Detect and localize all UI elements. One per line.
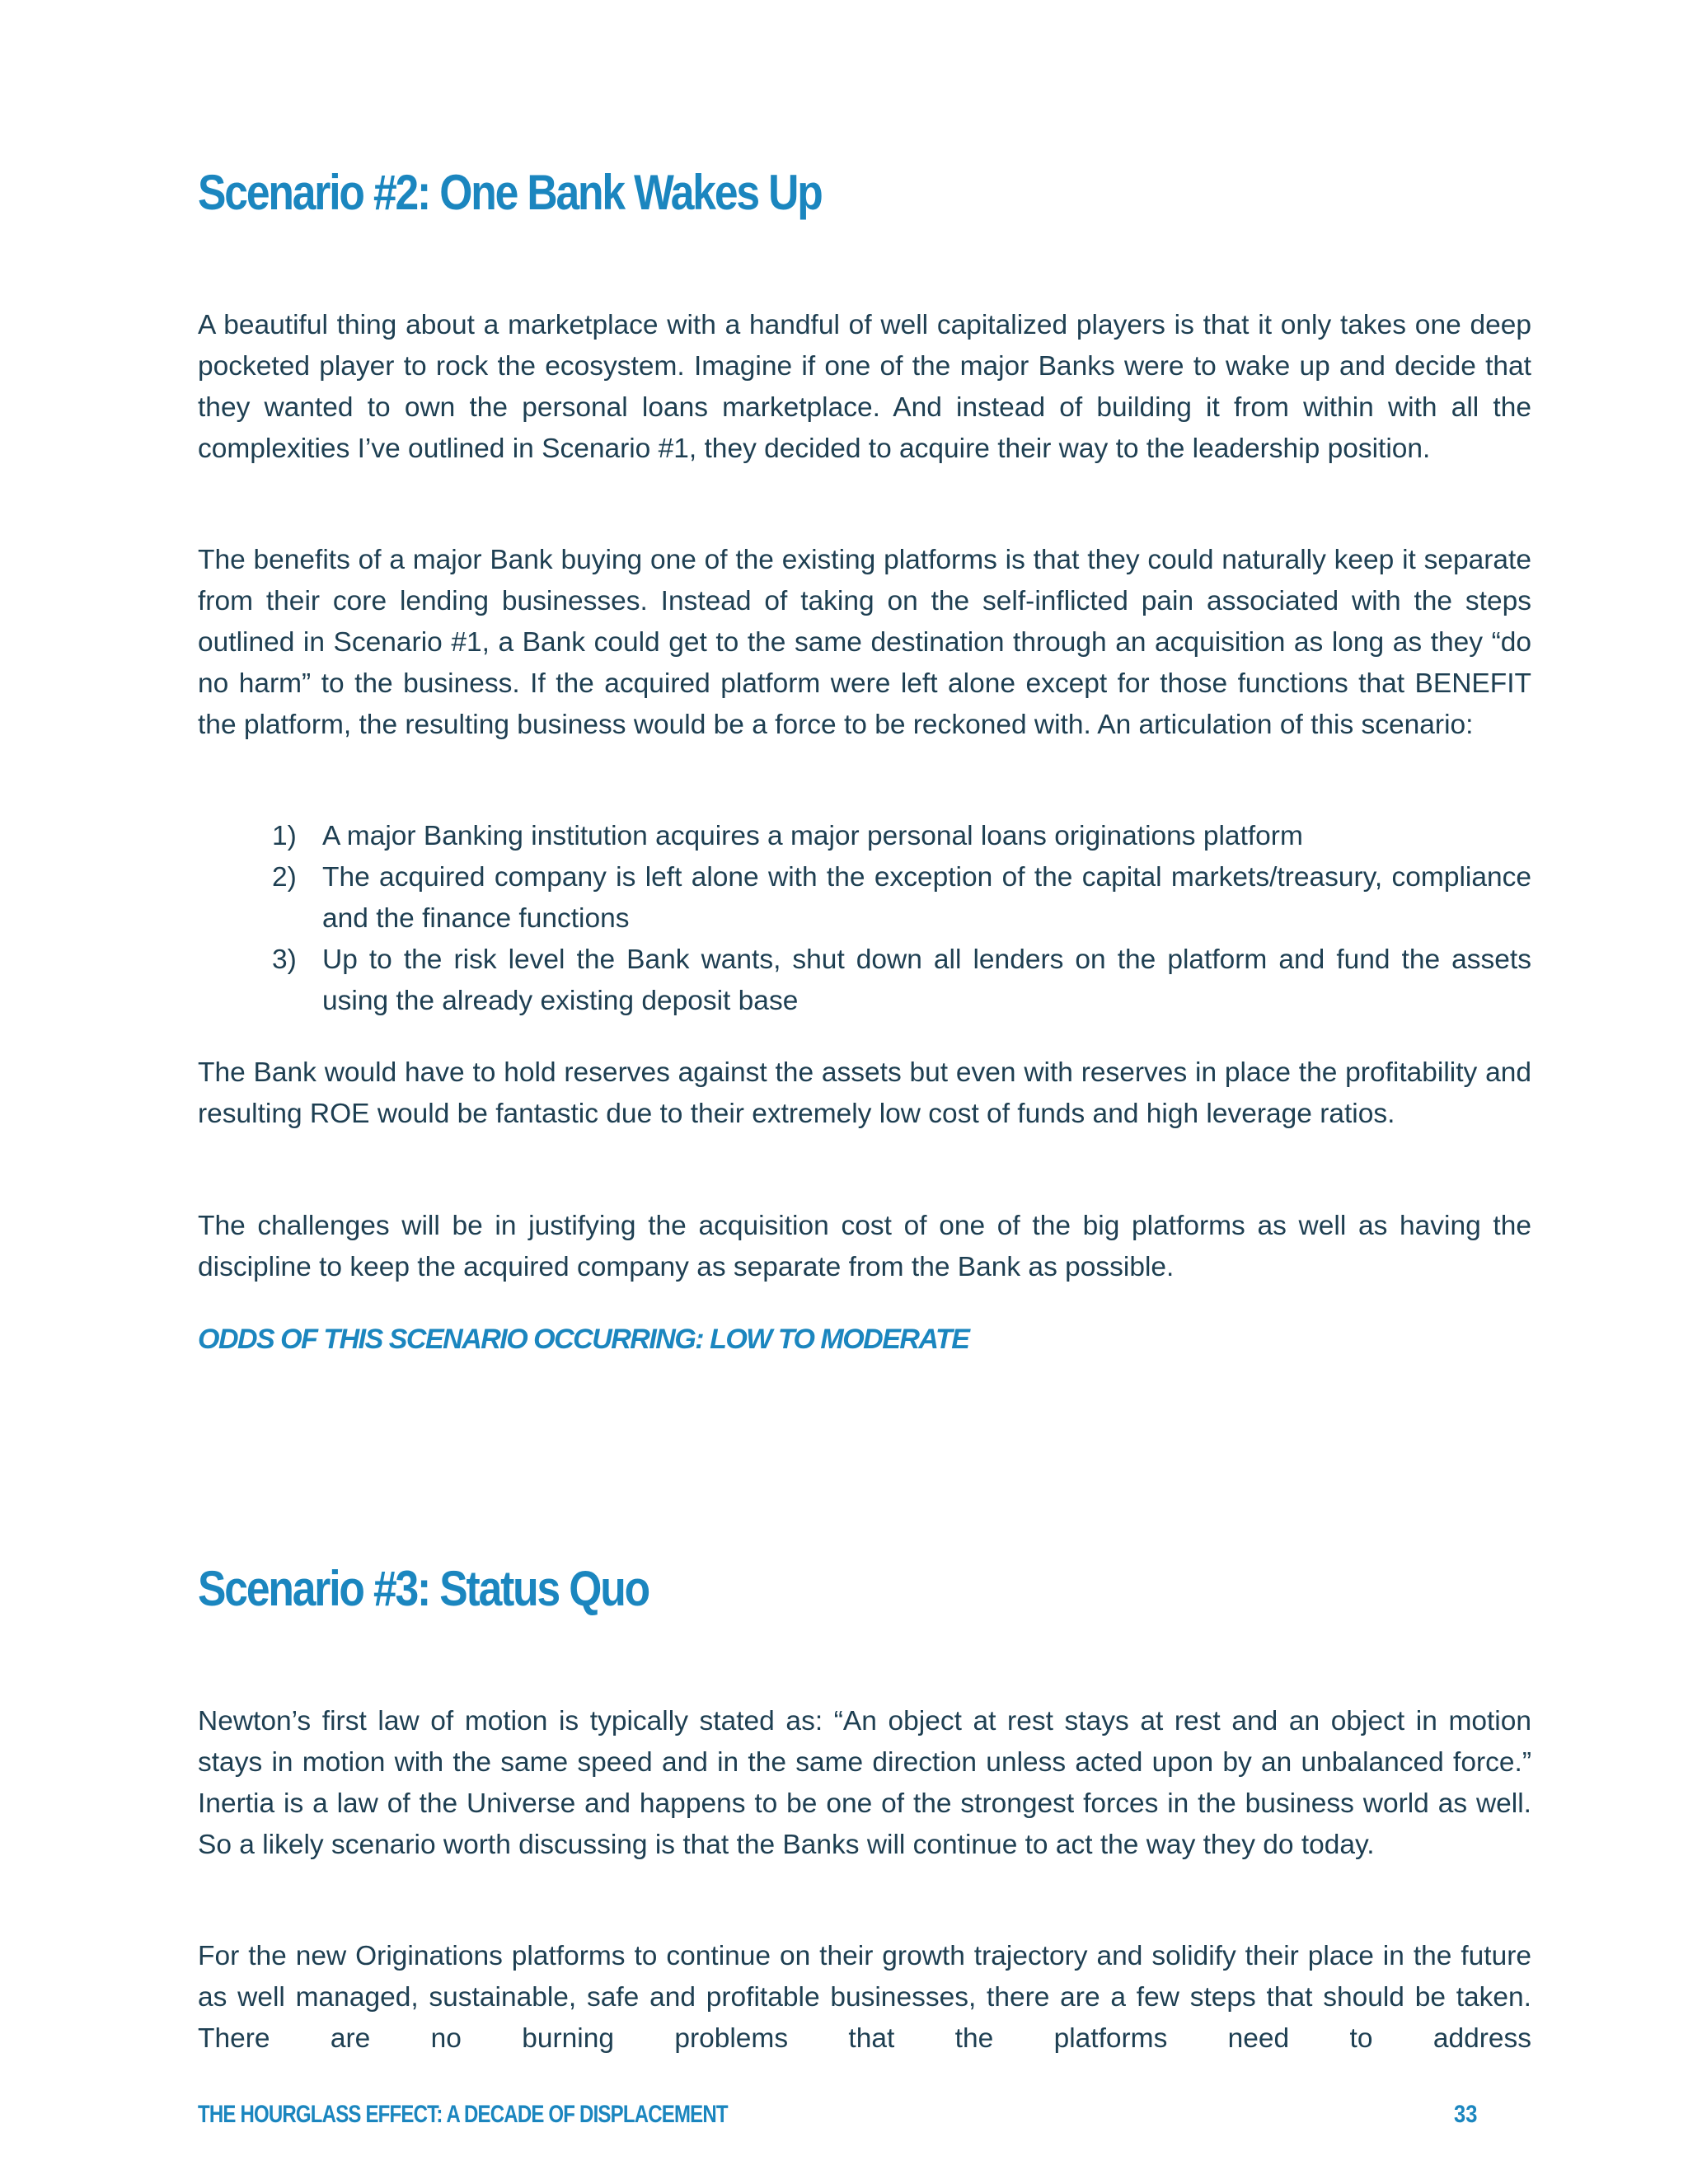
scenario-2-paragraph-4: The challenges will be in justifying the acquisition cost of one of the big platforms as well as having the discipline to keep the acquired company as separate from the Bank as possible.: [198, 1211, 1531, 1282]
footer-page-number: 33: [1453, 2101, 1477, 2128]
list-item-text: The acquired company is left alone with the exception of the capital markets/treasury, compliance and the finance functions: [322, 862, 1531, 934]
scenario-2-heading: Scenario #2: One Bank Wakes Up: [198, 165, 822, 220]
scenario-2-paragraph-2: The benefits of a major Bank buying one of the existing platforms is that they could naturally keep it separate from their core lending businesses. Instead of taking on the self-inflicted pain associated with the steps outlined in Scenario #1, a Bank could get to the same destination through an acquisition as long as they “do no harm” to the business. If the acquired platform were left alone except for those functions that BENEFIT the platform, the resulting business would be a force to be reckoned with. An articulation of this scenario:: [198, 545, 1531, 740]
list-item-text: Up to the risk level the Bank wants, shut down all lenders on the platform and fund the assets using the already existing deposit base: [322, 944, 1531, 1016]
list-item-text: A major Banking institution acquires a major personal loans originations platform: [322, 821, 1303, 851]
scenario-2-paragraph-1: A beautiful thing about a marketplace with a handful of well capitalized players is that it only takes one deep pocketed player to rock the ecosystem. Imagine if one of the major Banks were to wake up and decide that they wanted to own the personal loans marketplace. And instead of building it from within with all the complexities I’ve outlined in Scenario #1, they decided to acquire their way to the leadership position.: [198, 310, 1531, 464]
scenario-3-heading: Scenario #3: Status Quo: [198, 1561, 649, 1616]
scenario-2-odds: ODDS OF THIS SCENARIO OCCURRING: LOW TO MODERATE: [198, 1324, 969, 1355]
footer-document-title: THE HOURGLASS EFFECT: A DECADE OF DISPLACEMENT: [198, 2101, 728, 2128]
list-item-number: 1): [272, 821, 297, 851]
scenario-3-paragraph-1: Newton’s first law of motion is typically stated as: “An object at rest stays at rest and an object in motion stays in motion with the same speed and in the same direction unless acted upon by an unbalanced force.” Inertia is a law of the Universe and happens to be one of the strongest forces in the business world as well. So a likely scenario worth discussing is that the Banks will continue to act the way they do today.: [198, 1706, 1531, 1860]
list-item: [272, 816, 1531, 857]
list-item: [272, 857, 1531, 940]
list-item-number: 2): [272, 862, 297, 893]
scenario-3-paragraph-2: For the new Originations platforms to continue on their growth trajectory and solidify their place in the future as well managed, sustainable, safe and profitable businesses, there are a few steps that should be taken. There are no burning problems that the platforms need to address: [198, 1941, 1531, 2054]
scenario-2-steps-list: [272, 816, 1531, 1022]
list-item-number: 3): [272, 944, 297, 975]
list-item: [272, 940, 1531, 1022]
scenario-2-paragraph-3: The Bank would have to hold reserves against the assets but even with reserves in place the profitability and resulting ROE would be fantastic due to their extremely low cost of funds and high leverage ratios.: [198, 1057, 1531, 1129]
